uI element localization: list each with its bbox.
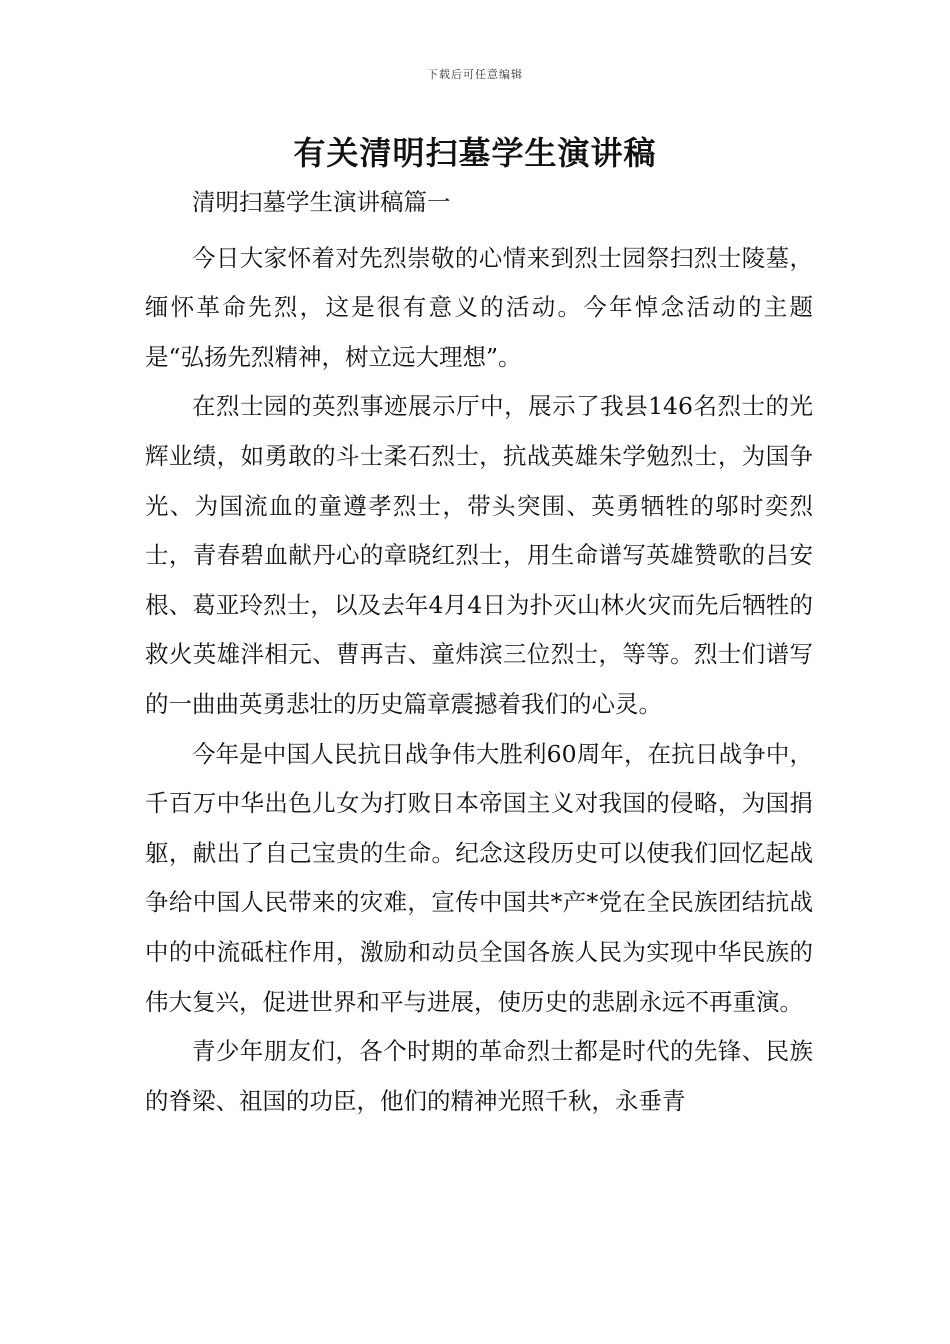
document-title: 有关清明扫墓学生演讲稿 xyxy=(293,134,657,172)
header-note: 下载后可任意编辑 xyxy=(427,68,523,81)
document-body xyxy=(145,178,813,1126)
body-paragraph: 今年是中国人民抗日战争伟大胜利60周年，在抗日战争中，千百万中华出色儿女为打败日本帝国主义对我国的侵略，为国捐躯，献出了自己宝贵的生命。纪念这段历史可以使我们回忆起战争给中国人民带来的灾难，宣传中国共*产*党在全民族团结抗战中的中流砥柱作用，激励和动员全国各族人民为实现中华民族的伟大复兴，促进世界和平与进展，使历史的悲剧永远不再重演。 xyxy=(145,739,813,1016)
body-paragraph: 今日大家怀着对先烈崇敬的心情来到烈士园祭扫烈士陵墓，缅怀革命先烈，这是很有意义的活动。今年悼念活动的主题是“弘扬先烈精神，树立远大理想”。 xyxy=(145,243,813,371)
document-subtitle: 清明扫墓学生演讲稿篇一 xyxy=(192,188,451,216)
body-paragraph: 在烈士园的英烈事迹展示厅中，展示了我县146名烈士的光辉业绩，如勇敢的斗士柔石烈士，抗战英雄朱学勉烈士，为国争光、为国流血的童遵孝烈士，带头突围、英勇牺牲的邬时奕烈士，青春碧血献丹心的章晓红烈士，用生命谱写英雄赞歌的吕安根、葛亚玲烈士，以及去年4月4日为扑灭山林火灾而先后牺牲的救火英雄泮相元、曹再吉、童炜滨三位烈士，等等。烈士们谱写的一曲曲英勇悲壮的历史篇章震撼着我们的心灵。 xyxy=(145,392,813,718)
body-paragraph: 青少年朋友们，各个时期的革命烈士都是时代的先锋、民族的脊梁、祖国的功臣，他们的精神光照千秋，永垂青 xyxy=(145,1037,813,1115)
